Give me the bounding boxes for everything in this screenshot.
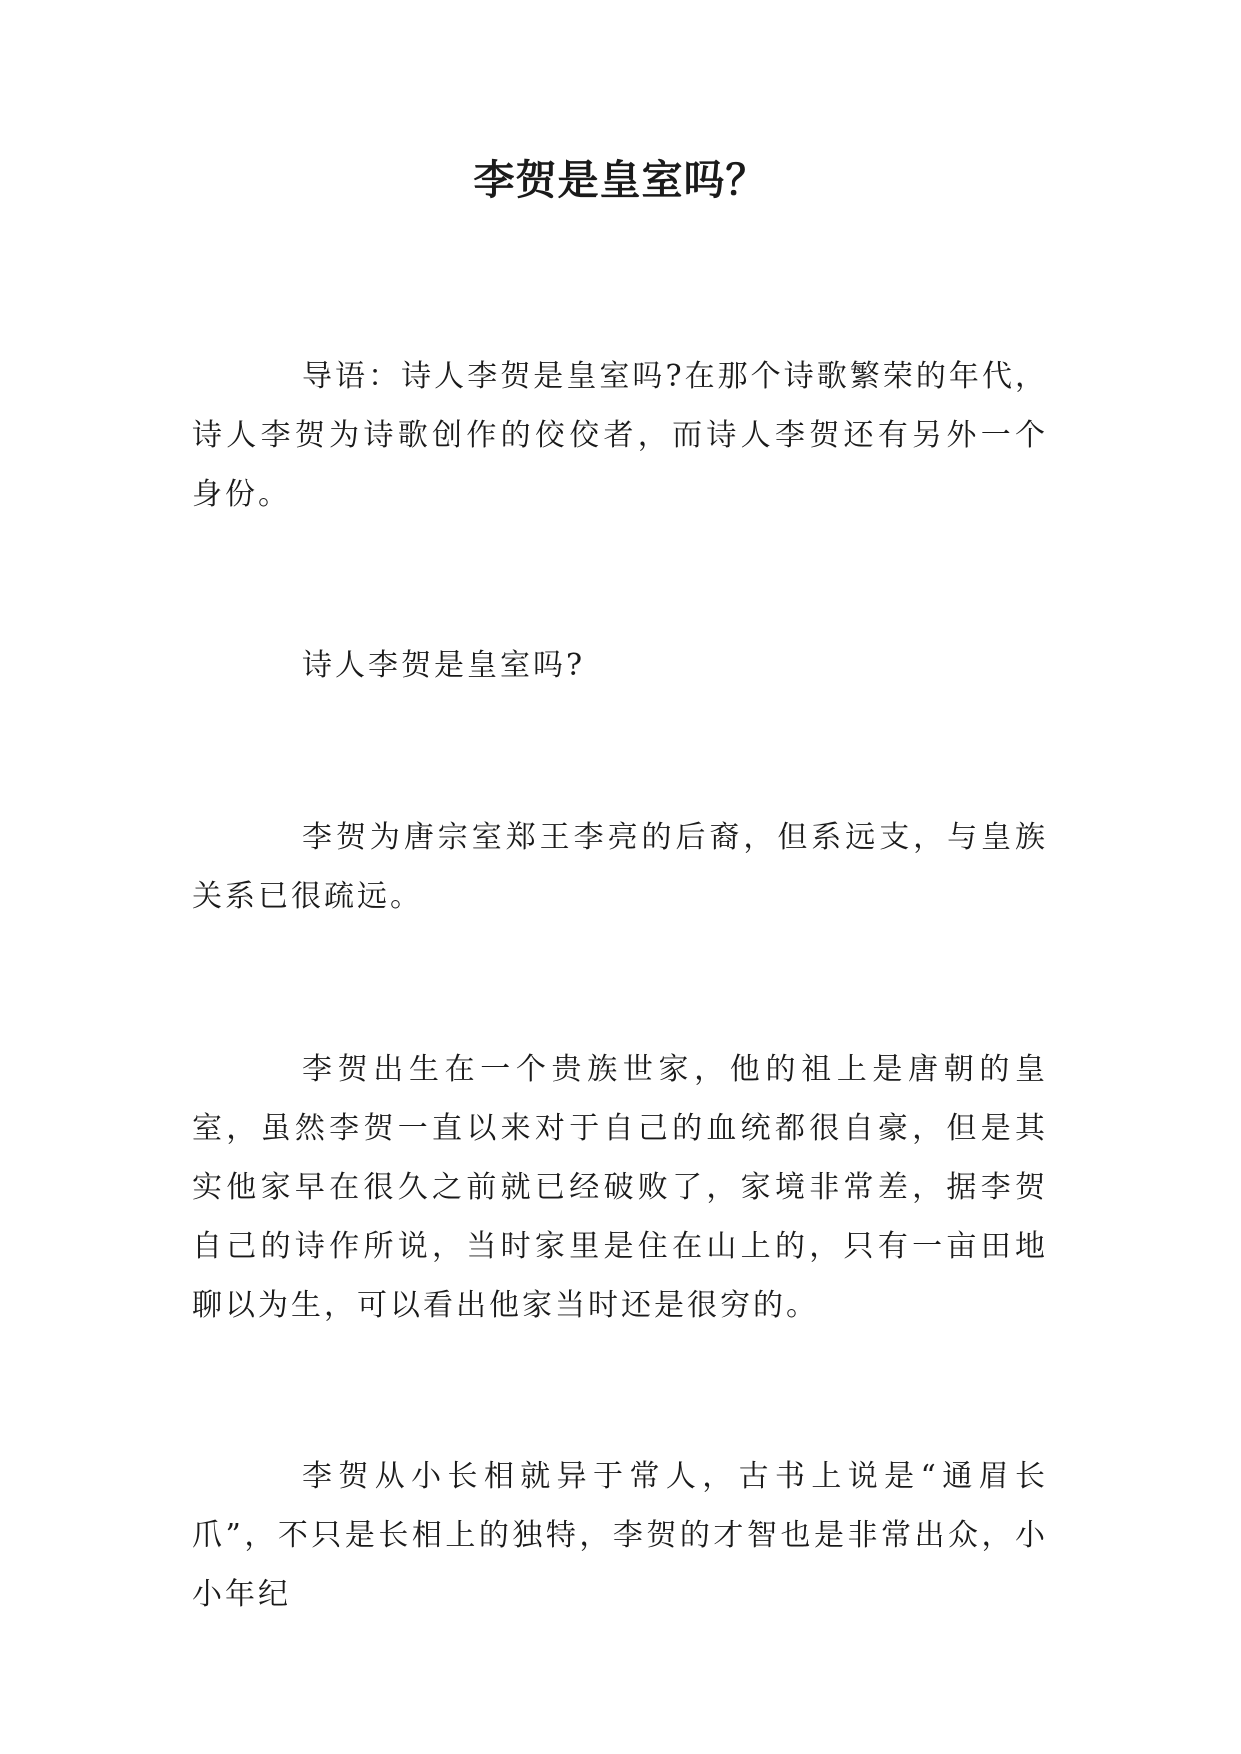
childhood-paragraph: 李贺从小长相就异于常人，古书上说是“通眉长爪”，不只是长相上的独特，李贺的才智也是非常出众，小小年纪 [192,1459,1048,1612]
document-title: 李贺是皇室吗？ [473,156,768,204]
intro-paragraph: 导语：诗人李贺是皇室吗?在那个诗歌繁荣的年代，诗人李贺为诗歌创作的佼佼者，而诗人李贺还有另外一个身份。 [192,359,1048,512]
family-background-paragraph: 李贺出生在一个贵族世家，他的祖上是唐朝的皇室，虽然李贺一直以来对于自己的血统都很自豪，但是其实他家早在很久之前就已经破败了，家境非常差，据李贺自己的诗作所说，当时家里是住在山上的，只有一亩田地聊以为生，可以看出他家当时还是很穷的。 [192,1052,1048,1323]
lineage-paragraph: 李贺为唐宗室郑王李亮的后裔，但系远支，与皇族关系已很疏远。 [192,820,1048,914]
question-heading-paragraph: 诗人李贺是皇室吗? [302,648,586,683]
